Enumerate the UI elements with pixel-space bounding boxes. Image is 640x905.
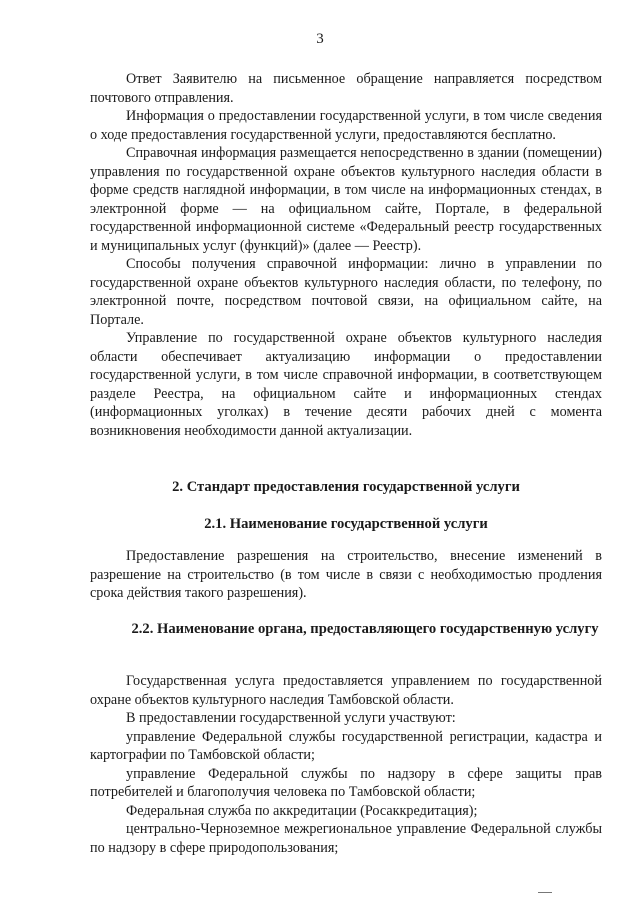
scan-mark — [538, 892, 552, 893]
paragraph-participant-rosreestr: управление Федеральной службы государственной регистрации, кадастра и картографии по Тамбовской области; — [90, 728, 602, 763]
section-2-2-title: 2.2. Наименование органа, предоставляющего государственную услугу — [131, 621, 599, 637]
intro-section — [90, 70, 602, 440]
section-2-1-heading-block — [90, 515, 602, 534]
section-2-title: 2. Стандарт предоставления государственной услуги — [172, 479, 520, 495]
paragraph-participant-rosprirodnadzor: центрально-Черноземное межрегиональное управление Федеральной службы по надзору в сфере природопользования; — [90, 821, 602, 856]
section-2-2-body — [90, 672, 602, 857]
section-2-2-heading-block — [130, 620, 600, 639]
section-2-1-body — [90, 547, 602, 603]
paragraph-response-method: Ответ Заявителю на письменное обращение направляется посредством почтового отправления. — [90, 71, 602, 106]
section-2-1-title: 2.1. Наименование государственной услуги — [204, 516, 488, 532]
paragraph-participants-intro: В предоставлении государственной услуги участвуют: — [126, 710, 456, 726]
page-number: 3 — [316, 31, 324, 47]
paragraph-providing-authority: Государственная услуга предоставляется управлением по государственной охране объектов культурного наследия Тамбовской области. — [90, 673, 602, 708]
paragraph-reference-info-placement: Справочная информация размещается непосредственно в здании (помещении) управления по государственной охране объектов культурного наследия области в форме средств наглядной информации, в том числе на информационных стендах, в электронной форме — на официальном сайте, Портале, в федеральной государственной информационной системе «Федеральный реестр государственных и муниципальных услуг (функций)» (далее — Реестр). — [90, 145, 602, 254]
paragraph-reference-info-methods: Способы получения справочной информации: лично в управлении по государственной охране объектов культурного наследия области, по телефону, по электронной почте, посредством почтовой связи, на официальном сайте, на Портале. — [90, 256, 602, 328]
paragraph-free-information: Информация о предоставлении государственной услуги, в том числе сведения о ходе предоставления государственной услуги, предоставляются бесплатно. — [90, 108, 602, 143]
paragraph-participant-rospotrebnadzor: управление Федеральной службы по надзору в сфере защиты прав потребителей и благополучия человека по Тамбовской области; — [90, 765, 602, 800]
section-2-heading-block — [90, 478, 602, 497]
paragraph-service-name: Предоставление разрешения на строительство, внесение изменений в разрешение на строительство (в том числе в связи с необходимостью продления срока действия такого разрешения). — [90, 548, 602, 601]
paragraph-info-update: Управление по государственной охране объектов культурного наследия области обеспечивает актуализацию информации о предоставлении государственной услуги, в том числе справочной информации, в соответствующем разделе Реестра, на официальном сайте и информационных стендах (информационных уголках) в течение десяти рабочих дней с момента возникновения необходимости данной актуализации. — [90, 330, 602, 439]
paragraph-participant-rosakkreditatsiya: Федеральная служба по аккредитации (Росаккредитация); — [126, 802, 478, 819]
